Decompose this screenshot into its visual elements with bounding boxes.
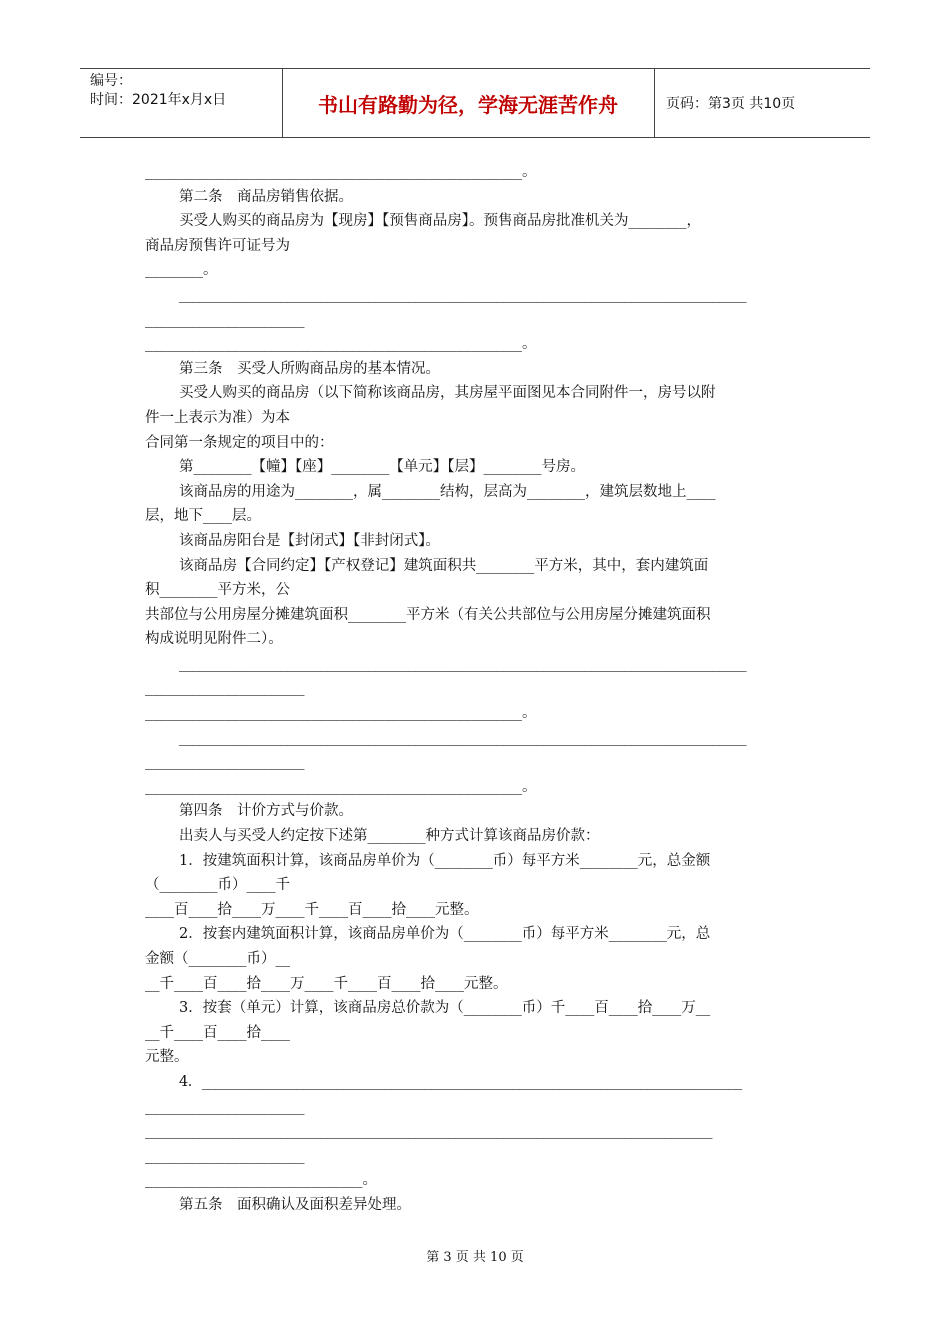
- article-heading: 第四条 计价方式与价款。: [179, 803, 353, 820]
- text-line: 买受人购买的商品房为【现房】【预售商品房】。预售商品房批准机关为________，: [179, 213, 701, 230]
- article-heading: 第三条 买受人所购商品房的基本情况。: [179, 360, 440, 377]
- text-line: 该商品房阳台是【封闭式】【非封闭式】。: [179, 532, 440, 549]
- page-footer: 第 3 页 共 10 页: [426, 1250, 524, 1265]
- blank-line: ______________________: [145, 311, 305, 328]
- text-line: ____________________________________________________。: [145, 164, 537, 180]
- text-line: 1．按建筑面积计算，该商品房单价为（________币）每平方米________元，总金额: [179, 852, 711, 869]
- header-meta: [90, 72, 226, 110]
- text-line: 层，地下____层。: [145, 508, 261, 525]
- text-line: 商品房预售许可证号为: [145, 237, 290, 254]
- text-line: 共部位与公用房屋分摊建筑面积________平方米（有关公共部位与公用房屋分摊建筑面积: [145, 606, 711, 623]
- time-label: 时间：2021年x月x日: [90, 92, 227, 108]
- blank-line: ______________________: [145, 754, 305, 771]
- blank-line: ____________________________________________________________________________________: [179, 655, 746, 672]
- blank-line: ______________________________。: [145, 1172, 377, 1189]
- header-divider: [654, 69, 655, 137]
- blank-line: ____________________________________________________________________________________: [145, 1123, 712, 1140]
- text-line: 该商品房【合同约定】【产权登记】建筑面积共________平方米，其中，套内建筑面: [179, 557, 709, 574]
- text-line: 合同第一条规定的项目中的：: [145, 434, 334, 451]
- document-body: [145, 160, 807, 1218]
- text-line: 构成说明见附件二）。: [145, 631, 283, 648]
- text-line: 该商品房的用途为________，属________结构，层高为________，建筑层数地上____: [179, 483, 716, 500]
- text-line: 第________【幢】【座】________【单元】【层】________号房。: [179, 459, 585, 476]
- blank-line: ____________________________________________________________________________________: [179, 286, 746, 303]
- text-line: 积________平方米，公: [145, 582, 290, 599]
- text-line: 出卖人与买受人约定按下述第________种方式计算该商品房价款：: [179, 828, 600, 845]
- text-line: 件一上表示为准）为本: [145, 409, 290, 426]
- motto: 书山有路勤为径，学海无涯苦作舟: [318, 92, 618, 117]
- blank-line: ____________________________________________________。: [145, 336, 537, 353]
- text-line: ____百____拾____万____千____百____拾____元整。: [145, 901, 479, 918]
- blank-line: ____________________________________________________。: [145, 778, 537, 795]
- blank-line: ______________________: [145, 1147, 305, 1164]
- article-heading: 第二条 商品房销售依据。: [179, 188, 353, 205]
- text-line: ________。: [145, 262, 218, 279]
- page-header: [80, 68, 870, 138]
- page-info: 页码：第3页 共10页: [666, 96, 796, 112]
- number-label: 编号：: [90, 73, 132, 89]
- text-line: （________币）____千: [145, 877, 290, 894]
- text-line: 买受人购买的商品房（以下简称该商品房，其房屋平面图见本合同附件一，房号以附: [179, 385, 716, 402]
- text-line: __千____百____拾____万____千____百____拾____元整。: [145, 975, 508, 992]
- article-heading: 第五条 面积确认及面积差异处理。: [179, 1196, 411, 1213]
- text-line: 元整。: [145, 1049, 189, 1066]
- text-line: __千____百____拾____: [145, 1024, 290, 1041]
- blank-line: ______________________: [145, 1098, 305, 1115]
- blank-line: 4．________________________________________________________________________________: [179, 1073, 742, 1090]
- text-line: 3．按套（单元）计算，该商品房总价款为（________币）千____百____拾____万__: [179, 1000, 711, 1017]
- blank-line: ____________________________________________________。: [145, 705, 537, 722]
- text-line: 2．按套内建筑面积计算，该商品房单价为（________币）每平方米________元，总: [179, 926, 711, 943]
- text-line: 金额（________币）__: [145, 951, 290, 967]
- blank-line: ____________________________________________________________________________________: [179, 729, 746, 746]
- blank-line: ______________________: [145, 680, 305, 697]
